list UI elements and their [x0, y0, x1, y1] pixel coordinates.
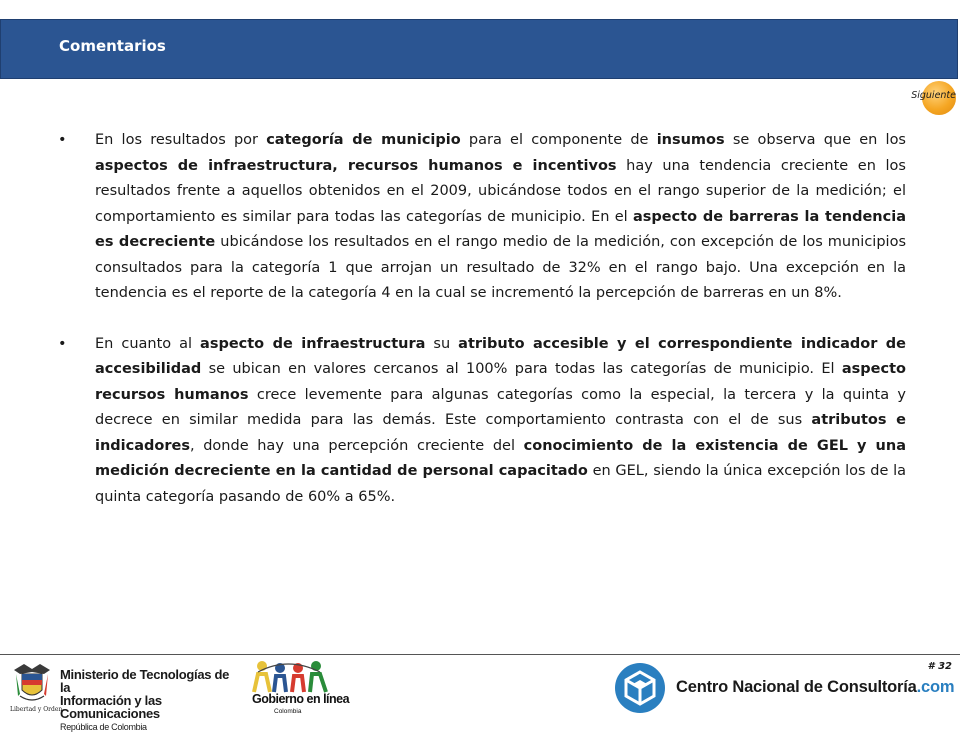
paragraph-text: crece levemente para algunas categorías como la especial, la tercera y la quinta y decrece en similar medida para las demás. Este comportamiento contrasta con el de sus — [95, 386, 907, 428]
paragraph-text: , donde hay una percepción creciente del — [189, 437, 524, 454]
paragraph-text: se observa que en los — [724, 132, 906, 148]
paragraph-emphasis: insumos — [656, 132, 725, 148]
paragraph-emphasis: atributos e indicadores — [95, 412, 906, 454]
gel-country: Colombia — [274, 708, 302, 715]
gel-name: Gobierno en línea — [252, 692, 350, 706]
footer-divider — [0, 654, 960, 655]
gel-logo — [248, 656, 350, 718]
ministry-motto: Libertad y Orden — [10, 706, 63, 713]
colombia-coat-of-arms-icon — [10, 660, 54, 708]
paragraph-emphasis: conocimiento de la existencia de GEL y una medición decreciente en la cantidad de personal capacitado — [95, 437, 906, 479]
paragraph-emphasis: aspectos de infraestructura, recursos humanos e incentivos — [95, 157, 617, 174]
cnc-name-suffix: .com — [916, 678, 955, 696]
ministry-line-2: Información y las Comunicaciones — [60, 693, 162, 721]
bullet-paragraph — [58, 332, 906, 511]
cnc-name-main: Centro Nacional de Consultoría — [676, 678, 917, 696]
paragraph-text: se ubican en valores cercanos al 100% para todas las categorías de municipio. El — [201, 361, 842, 377]
page-number: # 32 — [927, 661, 952, 672]
cnc-name — [676, 678, 954, 697]
page-title: Comentarios — [59, 37, 166, 55]
gel-figures-icon — [248, 656, 332, 696]
ministry-logo — [10, 660, 240, 732]
paragraph-emphasis: aspecto recursos humanos — [95, 361, 906, 403]
paragraph-emphasis: aspecto de infraestructura — [200, 335, 426, 352]
paragraph-text: hay una tendencia creciente en los resultados frente a aquellos obtenidos en el 2009, ubicándose todos en el rango superior de la medición; el comportamiento es similar para todas las categorías de municipio. En el — [95, 157, 906, 225]
paragraph-text: ubicándose los resultados en el rango medio de la medición, con excepción de los municipios consultados para la categoría 1 que arrojan un resultado de 32% en el rango bajo. Una excepción en la tendencia es el reporte de la categoría 4 en la cual se incrementó la percepción de barreras en un 8%. — [95, 234, 906, 301]
bullet-marker: • — [58, 132, 67, 148]
bullet-paragraph — [58, 128, 906, 307]
next-label[interactable]: Siguiente — [911, 90, 956, 101]
paragraph-text: En los resultados por — [95, 132, 267, 148]
ministry-line-1: Ministerio de Tecnologías de la — [60, 667, 230, 695]
ministry-line-3: República de Colombia — [60, 722, 147, 732]
paragraph-text: En cuanto al — [95, 335, 201, 352]
header-bar — [0, 19, 958, 79]
paragraph-text: su — [425, 335, 459, 352]
main-content — [58, 128, 906, 535]
ministry-name — [60, 668, 240, 734]
paragraph-emphasis: aspecto de barreras la tendencia es decreciente — [95, 208, 906, 250]
paragraph-emphasis: categoría de municipio — [266, 132, 461, 148]
paragraph-text: para el componente de — [460, 132, 657, 148]
cnc-cube-logo-icon — [614, 662, 666, 714]
paragraph-text: en GEL, siendo la única excepción los de la quinta categoría pasando de 60% a 65%. — [95, 463, 906, 505]
paragraph-emphasis: atributo accesible y el correspondiente indicador de accesibilidad — [95, 335, 907, 377]
bullet-marker: • — [58, 335, 67, 352]
